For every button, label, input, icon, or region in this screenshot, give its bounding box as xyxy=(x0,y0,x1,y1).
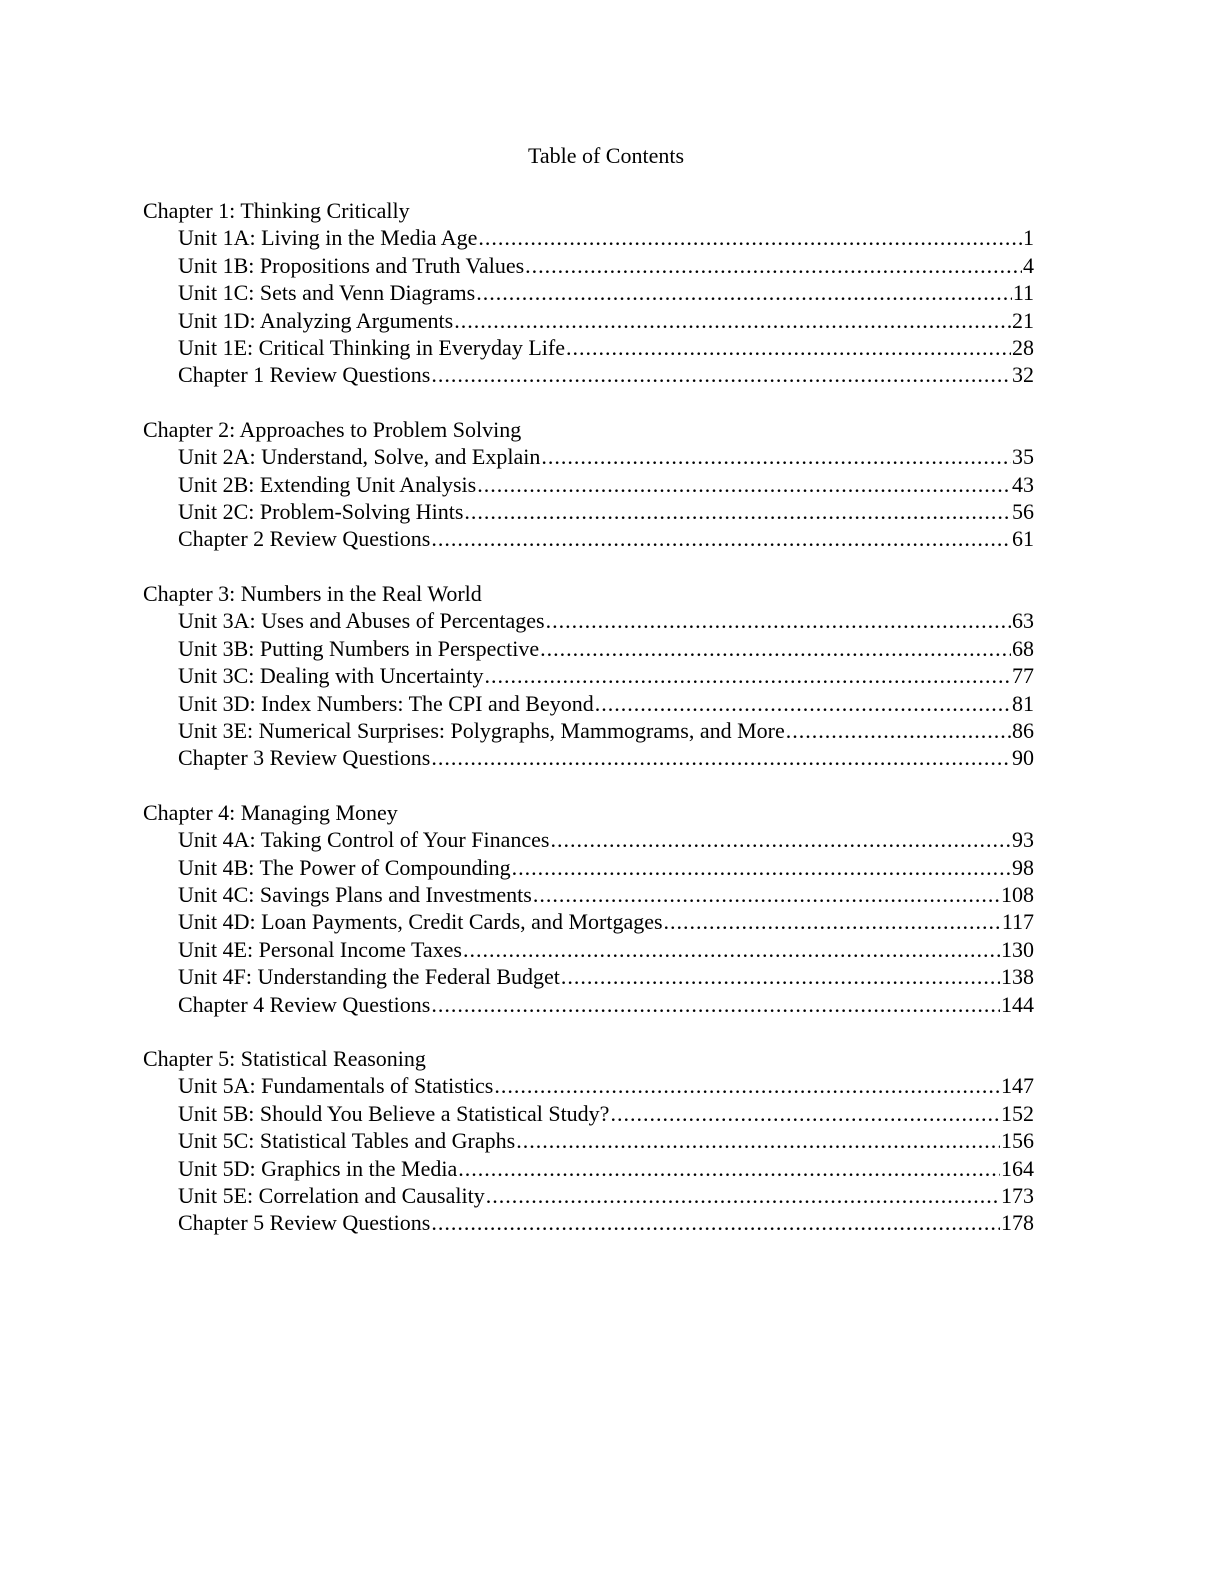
entry-page-number: 21 xyxy=(1012,307,1034,333)
entry-label: Unit 5C: Statistical Tables and Graphs xyxy=(178,1128,516,1154)
entry-label: Chapter 5 Review Questions xyxy=(178,1210,431,1236)
dot-leader xyxy=(476,279,1012,306)
dot-leader xyxy=(463,936,1000,963)
dot-leader xyxy=(664,908,1001,935)
toc-entry[interactable] xyxy=(178,224,1034,251)
entry-label: Unit 2A: Understand, Solve, and Explain xyxy=(178,444,541,470)
dot-leader xyxy=(458,1155,1000,1182)
entry-page-number: 11 xyxy=(1012,280,1034,306)
dot-leader xyxy=(525,252,1022,279)
chapter-1 xyxy=(143,197,1034,389)
entry-page-number: 108 xyxy=(1001,881,1034,907)
entry-label: Chapter 1 Review Questions xyxy=(178,362,431,388)
dot-leader xyxy=(786,717,1011,744)
toc-entry[interactable] xyxy=(178,826,1034,853)
toc-entry[interactable] xyxy=(178,1209,1034,1236)
entry-label: Unit 4D: Loan Payments, Credit Cards, and Mortgages xyxy=(178,909,663,935)
toc-entry[interactable] xyxy=(178,252,1034,279)
entry-label: Unit 3C: Dealing with Uncertainty xyxy=(178,663,484,689)
dot-leader xyxy=(516,1127,1000,1154)
entry-page-number: 93 xyxy=(1012,827,1034,853)
dot-leader xyxy=(541,443,1011,470)
entry-page-number: 178 xyxy=(1001,1210,1034,1236)
dot-leader xyxy=(478,224,1022,251)
dot-leader xyxy=(431,991,1000,1018)
dot-leader xyxy=(546,607,1011,634)
toc-entry[interactable] xyxy=(178,471,1034,498)
entry-label: Unit 1E: Critical Thinking in Everyday Life xyxy=(178,335,565,361)
entry-page-number: 43 xyxy=(1012,471,1034,497)
entry-label: Unit 4C: Savings Plans and Investments xyxy=(178,881,532,907)
entry-page-number: 164 xyxy=(1001,1155,1034,1181)
toc-entry[interactable] xyxy=(178,1155,1034,1182)
entry-label: Unit 4A: Taking Control of Your Finances xyxy=(178,827,550,853)
entry-page-number: 28 xyxy=(1012,335,1034,361)
entry-page-number: 68 xyxy=(1012,635,1034,661)
toc-entry[interactable] xyxy=(178,936,1034,963)
entry-page-number: 1 xyxy=(1023,225,1034,251)
chapter-heading: Chapter 2: Approaches to Problem Solving xyxy=(143,416,522,442)
entry-label: Unit 4E: Personal Income Taxes xyxy=(178,936,462,962)
toc-entry[interactable] xyxy=(178,881,1034,908)
dot-leader xyxy=(610,1100,1000,1127)
entry-label: Unit 5B: Should You Believe a Statistical Study? xyxy=(178,1100,610,1126)
toc-entry[interactable] xyxy=(178,908,1034,935)
dot-leader xyxy=(431,361,1011,388)
toc-entry[interactable] xyxy=(178,635,1034,662)
toc-entry[interactable] xyxy=(178,1127,1034,1154)
dot-leader xyxy=(485,662,1012,689)
toc-entry[interactable] xyxy=(178,1100,1034,1127)
toc-entry[interactable] xyxy=(178,443,1034,470)
entry-page-number: 173 xyxy=(1001,1183,1034,1208)
toc-entry[interactable] xyxy=(178,525,1034,552)
entry-label: Unit 3A: Uses and Abuses of Percentages xyxy=(178,608,545,634)
toc-entry[interactable] xyxy=(178,963,1034,990)
entry-page-number: 35 xyxy=(1012,444,1034,470)
toc-entry[interactable] xyxy=(178,662,1034,689)
entry-page-number: 138 xyxy=(1001,964,1034,990)
dot-leader xyxy=(512,854,1011,881)
entry-label: Unit 1B: Propositions and Truth Values xyxy=(178,252,525,278)
entry-page-number: 117 xyxy=(1001,909,1034,935)
toc-entry[interactable] xyxy=(178,991,1034,1018)
entry-label: Unit 1A: Living in the Media Age xyxy=(178,225,478,251)
toc-entry[interactable] xyxy=(178,279,1034,306)
dot-leader xyxy=(464,498,1011,525)
dot-leader xyxy=(486,1182,1000,1209)
toc-entry[interactable] xyxy=(178,607,1034,634)
toc-entry[interactable] xyxy=(178,334,1034,361)
chapter-4 xyxy=(143,799,1034,1018)
entry-page-number: 152 xyxy=(1001,1100,1034,1126)
entry-page-number: 4 xyxy=(1023,252,1034,278)
dot-leader xyxy=(431,744,1011,771)
entry-label: Unit 5A: Fundamentals of Statistics xyxy=(178,1073,494,1099)
entry-page-number: 63 xyxy=(1012,608,1034,634)
chapter-2 xyxy=(143,416,1034,553)
chapter-5 xyxy=(143,1045,1034,1237)
dot-leader xyxy=(595,690,1011,717)
chapter-heading: Chapter 1: Thinking Critically xyxy=(143,198,410,223)
entry-page-number: 156 xyxy=(1001,1128,1034,1154)
entry-label: Unit 1D: Analyzing Arguments xyxy=(178,307,454,333)
dot-leader xyxy=(540,635,1011,662)
dot-leader xyxy=(454,307,1011,334)
entry-page-number: 32 xyxy=(1012,362,1034,388)
entry-label: Unit 4B: The Power of Compounding xyxy=(178,854,511,880)
entry-label: Unit 3D: Index Numbers: The CPI and Beyond xyxy=(178,690,594,716)
entry-label: Unit 2C: Problem-Solving Hints xyxy=(178,499,464,525)
toc-entry[interactable] xyxy=(178,717,1034,744)
entry-label: Unit 2B: Extending Unit Analysis xyxy=(178,471,477,497)
entry-label: Unit 5E: Correlation and Causality xyxy=(178,1183,485,1208)
toc-entry[interactable] xyxy=(178,1182,1034,1209)
toc-entry[interactable] xyxy=(178,307,1034,334)
entry-page-number: 98 xyxy=(1012,854,1034,880)
chapter-3 xyxy=(143,580,1034,772)
entry-label: Chapter 4 Review Questions xyxy=(178,991,431,1017)
entry-page-number: 130 xyxy=(1001,936,1034,962)
entry-page-number: 77 xyxy=(1012,663,1034,689)
toc-entry[interactable] xyxy=(178,690,1034,717)
dot-leader xyxy=(533,881,1000,908)
dot-leader xyxy=(477,471,1011,498)
chapter-heading: Chapter 4: Managing Money xyxy=(143,799,398,825)
toc-entry[interactable] xyxy=(178,744,1034,771)
dot-leader xyxy=(566,334,1011,361)
entry-label: Unit 1C: Sets and Venn Diagrams xyxy=(178,280,476,306)
dot-leader xyxy=(431,525,1011,552)
table-of-contents xyxy=(143,197,1034,1264)
toc-entry[interactable] xyxy=(178,1072,1034,1099)
entry-label: Unit 3B: Putting Numbers in Perspective xyxy=(178,635,540,661)
entry-page-number: 61 xyxy=(1012,526,1034,552)
entry-page-number: 144 xyxy=(1001,991,1034,1017)
entry-page-number: 56 xyxy=(1012,499,1034,525)
dot-leader xyxy=(561,963,1000,990)
dot-leader xyxy=(494,1072,1000,1099)
chapter-heading: Chapter 5: Statistical Reasoning xyxy=(143,1045,426,1071)
entry-label: Unit 5D: Graphics in the Media xyxy=(178,1155,458,1181)
entry-page-number: 86 xyxy=(1012,717,1034,743)
page-title: Table of Contents xyxy=(527,143,685,168)
entry-page-number: 90 xyxy=(1012,745,1034,771)
entry-page-number: 81 xyxy=(1012,690,1034,716)
entry-label: Unit 3E: Numerical Surprises: Polygraphs, Mammograms, and More xyxy=(178,717,785,743)
entry-page-number: 147 xyxy=(1001,1073,1034,1099)
entry-label: Chapter 3 Review Questions xyxy=(178,745,431,771)
toc-entry[interactable] xyxy=(178,498,1034,525)
dot-leader xyxy=(550,826,1011,853)
entry-label: Chapter 2 Review Questions xyxy=(178,526,431,552)
chapter-heading: Chapter 3: Numbers in the Real World xyxy=(143,580,482,606)
dot-leader xyxy=(431,1209,1000,1236)
toc-entry[interactable] xyxy=(178,361,1034,388)
entry-label: Unit 4F: Understanding the Federal Budget xyxy=(178,964,560,990)
toc-entry[interactable] xyxy=(178,854,1034,881)
